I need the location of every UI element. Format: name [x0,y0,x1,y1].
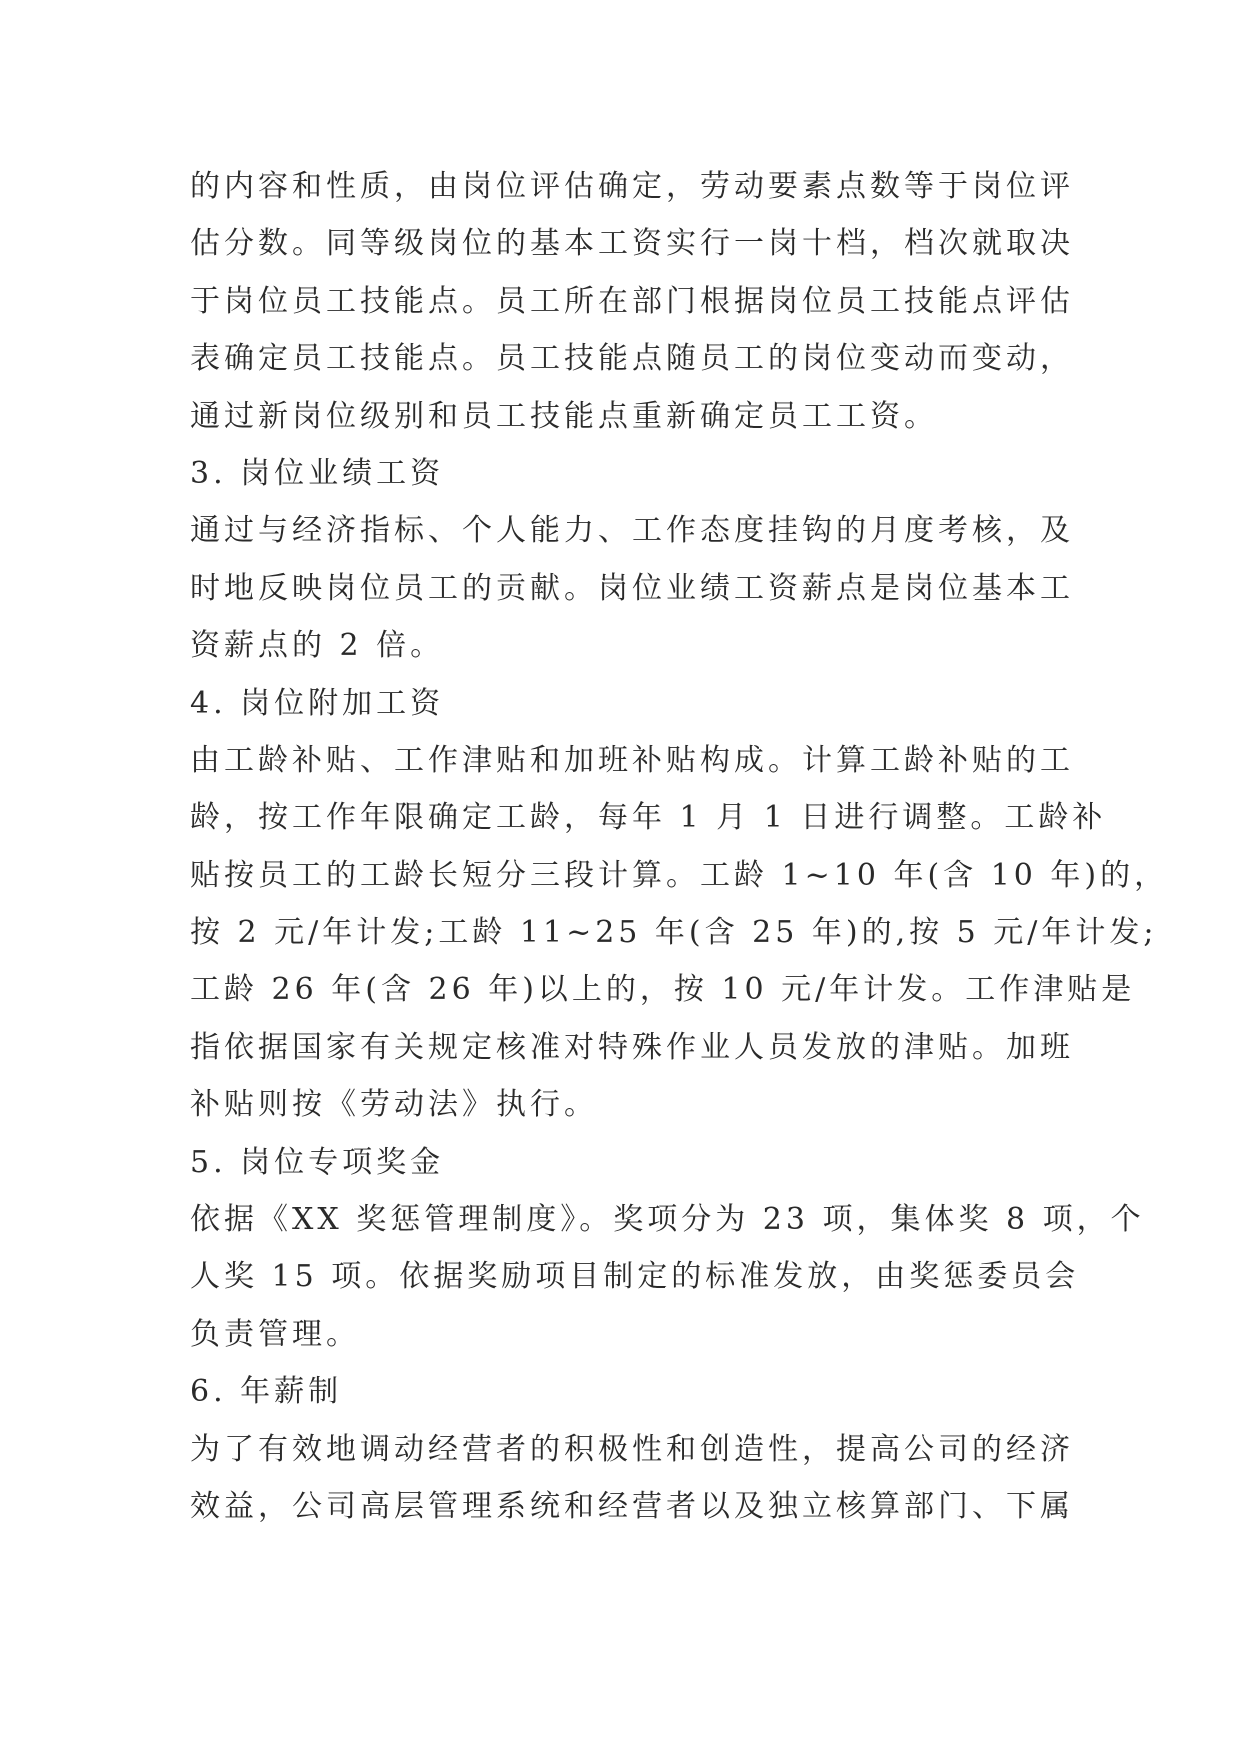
text-line: 表确定员工技能点。员工技能点随员工的岗位变动而变动， [190,341,1074,377]
section-heading: 6. 年薪制 [190,1374,343,1410]
section-heading: 5. 岗位专项奖金 [190,1144,445,1180]
text-line: 为了有效地调动经营者的积极性和创造性，提高公司的经济 [190,1431,1074,1467]
section-heading: 4. 岗位附加工资 [190,685,445,721]
text-line: 的内容和性质，由岗位评估确定，劳动要素点数等于岗位评 [190,169,1074,204]
text-line: 人奖 15 项。依据奖励项目制定的标准发放，由奖惩委员会 [190,1259,1080,1295]
text-line: 负责管理。 [190,1316,360,1352]
text-line: 通过与经济指标、个人能力、工作态度挂钩的月度考核，及 [190,513,1074,549]
text-line: 贴按员工的工龄长短分三段计算。工龄 1~10 年(含 10 年)的， [190,857,1169,893]
text-line: 估分数。同等级岗位的基本工资实行一岗十档，档次就取决 [190,226,1074,262]
text-line: 通过新岗位级别和员工技能点重新确定员工工资。 [190,398,938,434]
text-line: 效益，公司高层管理系统和经营者以及独立核算部门、下属 [190,1488,1074,1524]
text-line: 依据《XX 奖惩管理制度》。奖项分为 23 项，集体奖 8 项，个 [190,1202,1145,1238]
text-line: 指依据国家有关规定核准对特殊作业人员发放的津贴。加班 [190,1029,1074,1065]
section-heading: 3. 岗位业绩工资 [190,455,445,491]
text-line: 由工龄补贴、工作津贴和加班补贴构成。计算工龄补贴的工 [190,742,1074,778]
text-line: 于岗位员工技能点。员工所在部门根据岗位员工技能点评估 [190,283,1074,319]
text-line: 资薪点的 2 倍。 [190,628,445,664]
text-line: 时地反映岗位员工的贡献。岗位业绩工资薪点是岗位基本工 [190,570,1074,606]
document-body [190,158,1169,1535]
text-line: 工龄 26 年(含 26 年)以上的，按 10 元/年计发。工作津贴是 [190,972,1136,1008]
text-line: 按 2 元/年计发;工龄 11~25 年(含 25 年)的,按 5 元/年计发; [190,915,1158,951]
text-line: 补贴则按《劳动法》执行。 [190,1087,598,1123]
text-line: 龄，按工作年限确定工龄，每年 1 月 1 日进行调整。工龄补 [190,800,1107,836]
